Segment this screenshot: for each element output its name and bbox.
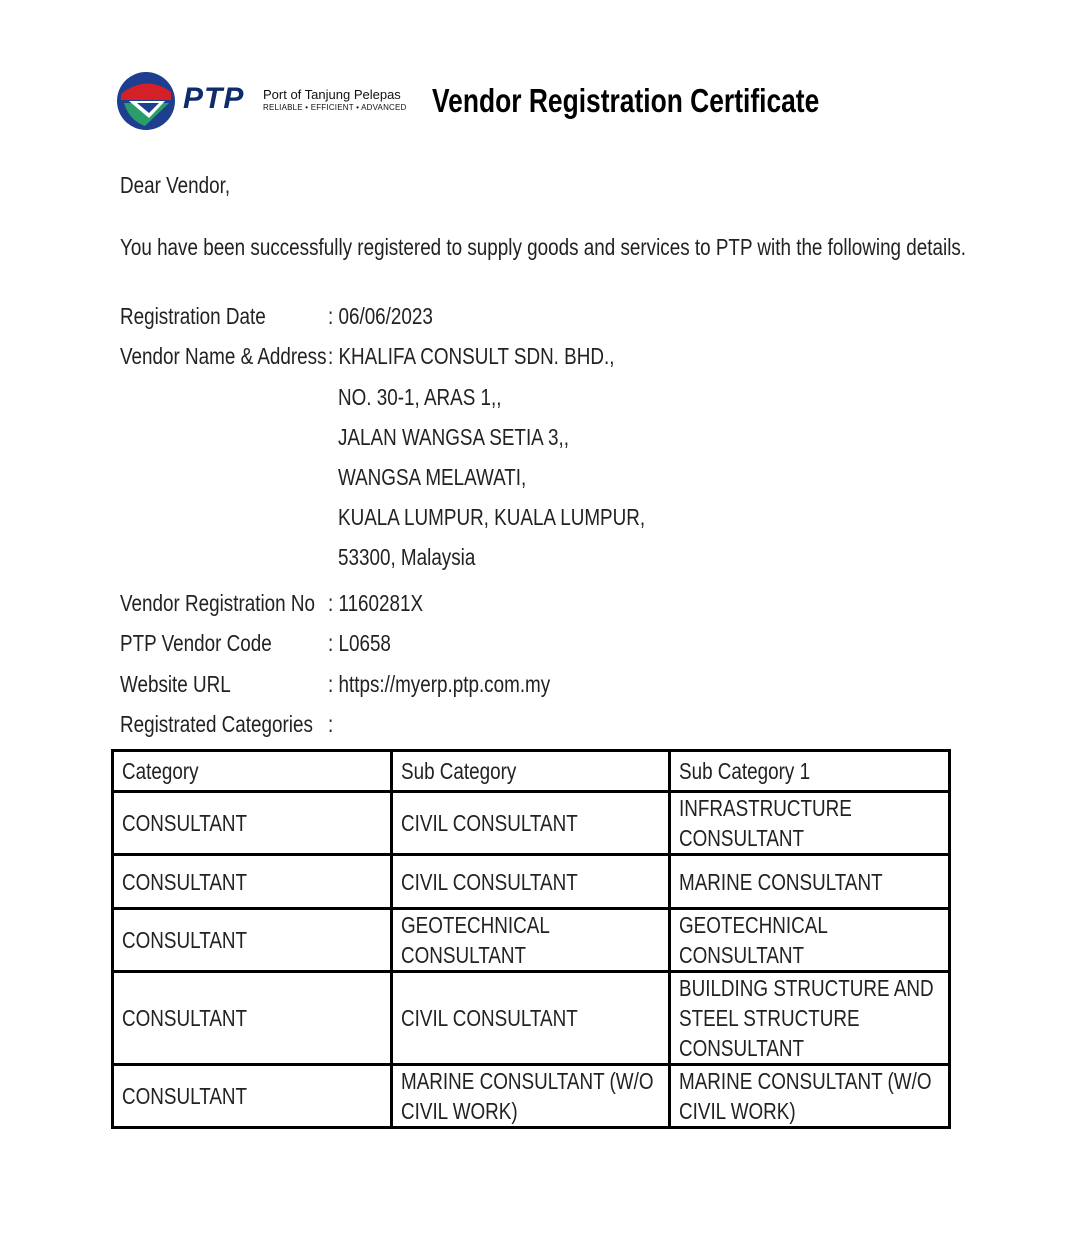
table-cell: BUILDING STRUCTURE AND STEEL STRUCTURE CONSULTANT	[670, 972, 950, 1065]
ptp-vendor-code-value: : L0658	[328, 630, 391, 656]
website-url-label: Website URL	[120, 671, 231, 697]
ptp-vendor-code-label: PTP Vendor Code	[120, 630, 272, 656]
table-cell: CONSULTANT	[113, 909, 392, 972]
table-row	[113, 1065, 950, 1128]
table-cell: CIVIL CONSULTANT	[392, 855, 670, 909]
website-url-value[interactable]: : https://myerp.ptp.com.my	[328, 671, 551, 697]
ptp-wordmark: PTP	[183, 82, 245, 115]
vendor-registration-no-value: : 1160281X	[328, 590, 424, 616]
table-row	[113, 792, 950, 855]
table-cell: CONSULTANT	[113, 1065, 392, 1128]
registration-date-value: : 06/06/2023	[328, 303, 433, 329]
intro-text: You have been successfully registered to supply goods and services to PTP with the following details.	[120, 234, 967, 260]
table-row	[113, 909, 950, 972]
table-cell: MARINE CONSULTANT (W/O CIVIL WORK)	[670, 1065, 950, 1128]
address-line: 53300, Malaysia	[338, 544, 476, 570]
table-row	[113, 855, 950, 909]
port-name: Port of Tanjung Pelepas	[263, 87, 401, 102]
registration-date-label: Registration Date	[120, 303, 266, 329]
table-header-row	[113, 751, 950, 792]
categories-table	[111, 749, 951, 1129]
vendor-name-address-label: Vendor Name & Address	[120, 343, 327, 369]
address-line: WANGSA MELAWATI,	[338, 464, 527, 490]
address-line: KUALA LUMPUR, KUALA LUMPUR,	[338, 504, 646, 530]
registrated-categories-colon: :	[328, 711, 334, 737]
table-cell: GEOTECHNICAL CONSULTANT	[670, 909, 950, 972]
table-cell: CONSULTANT	[113, 855, 392, 909]
table-cell: MARINE CONSULTANT	[670, 855, 950, 909]
table-cell: MARINE CONSULTANT (W/O CIVIL WORK)	[392, 1065, 670, 1128]
ptp-logo-icon	[115, 70, 177, 132]
header-cell-category: Category	[113, 751, 392, 792]
document-title: Vendor Registration Certificate	[432, 82, 820, 119]
address-line: NO. 30-1, ARAS 1,,	[338, 384, 502, 410]
address-line: JALAN WANGSA SETIA 3,,	[338, 424, 569, 450]
greeting: Dear Vendor,	[120, 172, 231, 198]
table-cell: INFRASTRUCTURE CONSULTANT	[670, 792, 950, 855]
table-cell: CONSULTANT	[113, 972, 392, 1065]
table-cell: CONSULTANT	[113, 792, 392, 855]
registrated-categories-label: Registrated Categories	[120, 711, 313, 737]
header-cell-sub-category-1: Sub Category 1	[670, 751, 950, 792]
port-tagline: RELIABLE • EFFICIENT • ADVANCED	[263, 103, 407, 112]
table-cell: CIVIL CONSULTANT	[392, 972, 670, 1065]
vendor-registration-no-label: Vendor Registration No	[120, 590, 316, 616]
header-cell-sub-category: Sub Category	[392, 751, 670, 792]
table-cell: GEOTECHNICAL CONSULTANT	[392, 909, 670, 972]
table-row	[113, 972, 950, 1065]
table-cell: CIVIL CONSULTANT	[392, 792, 670, 855]
vendor-name-line: : KHALIFA CONSULT SDN. BHD.,	[328, 343, 615, 369]
